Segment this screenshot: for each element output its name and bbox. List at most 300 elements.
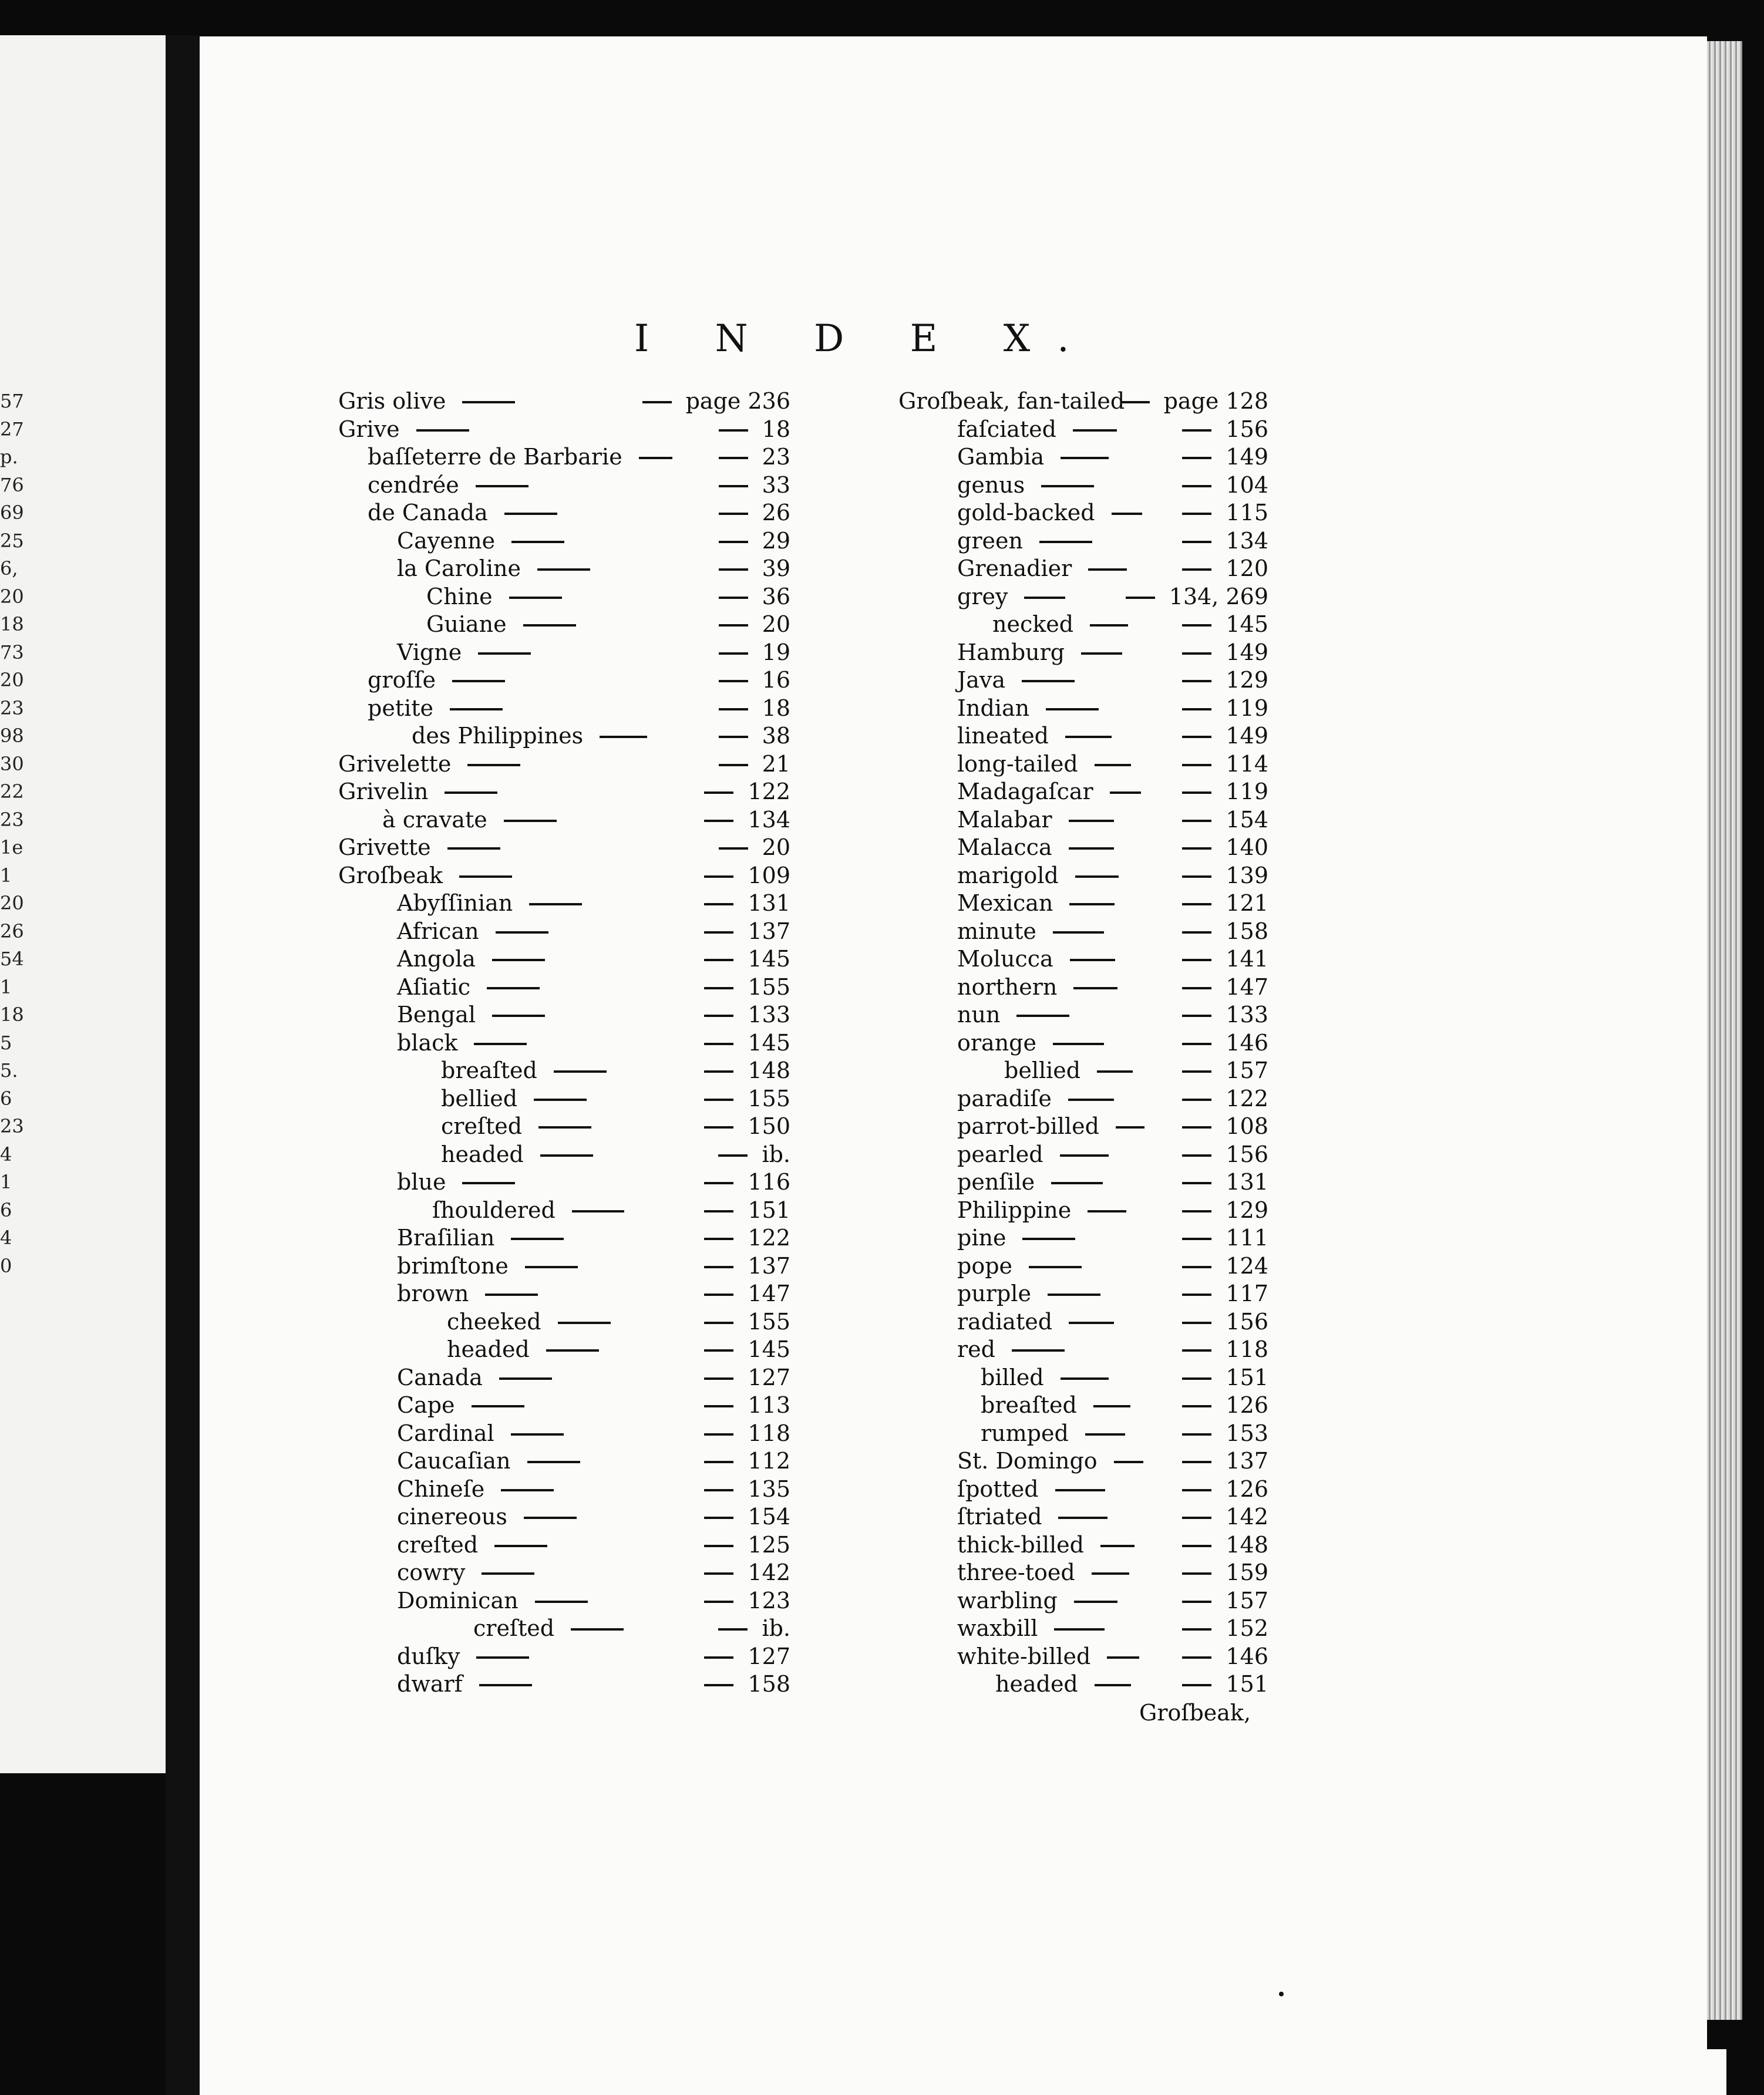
leader-dash xyxy=(1085,1433,1125,1436)
entry-label: ſpotted xyxy=(957,1476,1039,1502)
entry-label: St. Domingo xyxy=(957,1448,1098,1474)
index-entry xyxy=(898,1587,1268,1615)
leader-dash xyxy=(1029,1266,1082,1268)
index-entry xyxy=(898,1001,1268,1029)
entry-page: 142 xyxy=(748,1560,790,1585)
leader-dash xyxy=(1182,903,1211,905)
margin-fragment: p. xyxy=(0,446,18,468)
catchword: Groſbeak, xyxy=(1139,1700,1251,1726)
leader-dash xyxy=(704,1572,733,1575)
leader-dash xyxy=(487,987,540,989)
index-entry xyxy=(898,639,1268,667)
index-entry xyxy=(898,1364,1268,1392)
entry-label: penſile xyxy=(957,1169,1035,1195)
leader-dash xyxy=(1182,931,1211,934)
entry-page: 127 xyxy=(748,1364,790,1390)
margin-fragment: 6 xyxy=(0,1087,12,1110)
leader-dash xyxy=(1182,708,1211,710)
entry-label: breaſted xyxy=(441,1057,537,1083)
entry-page: page 128 xyxy=(1163,388,1268,414)
leader-dash xyxy=(1068,1099,1114,1101)
entry-page: 113 xyxy=(748,1392,790,1418)
entry-label: baſſeterre de Barbarie xyxy=(368,444,622,470)
entry-label: Indian xyxy=(957,695,1030,721)
leader-dash xyxy=(1112,513,1142,515)
leader-dash xyxy=(1039,541,1092,543)
leader-dash xyxy=(1182,1099,1211,1101)
page-bottom xyxy=(200,2049,1726,2095)
index-entry xyxy=(898,1029,1268,1057)
entry-page: 123 xyxy=(748,1587,790,1614)
entry-page: 154 xyxy=(1226,806,1268,833)
entry-label: Grivelette xyxy=(338,750,452,777)
leader-dash xyxy=(1182,847,1211,850)
leader-dash xyxy=(1182,1154,1211,1157)
entry-page: 158 xyxy=(748,1671,790,1697)
index-entry xyxy=(898,695,1268,723)
index-entry xyxy=(338,778,790,806)
leader-dash xyxy=(1182,875,1211,878)
leader-dash xyxy=(1114,1461,1143,1463)
leader-dash xyxy=(704,1433,733,1436)
entry-label: duſky xyxy=(397,1643,460,1669)
entry-label: bellied xyxy=(441,1085,518,1112)
index-entry xyxy=(898,1113,1268,1141)
entry-page: 23 xyxy=(762,444,790,470)
entry-page: 145 xyxy=(748,1336,790,1362)
leader-dash xyxy=(1054,1628,1105,1631)
entry-label: Cardinal xyxy=(397,1420,494,1446)
entry-page: 149 xyxy=(1226,723,1268,749)
leader-dash xyxy=(1182,1182,1211,1184)
leader-dash xyxy=(1182,680,1211,682)
index-entry xyxy=(338,583,790,611)
margin-fragment: 5. xyxy=(0,1059,18,1082)
entry-label: marigold xyxy=(957,862,1059,888)
entry-label: Grenadier xyxy=(957,555,1072,581)
index-entry xyxy=(898,945,1268,974)
leader-dash xyxy=(1182,652,1211,655)
leader-dash xyxy=(719,429,748,432)
index-entry xyxy=(338,1364,790,1392)
entry-page: 18 xyxy=(762,416,790,442)
leader-dash xyxy=(482,1572,534,1575)
leader-dash xyxy=(1182,1043,1211,1045)
entry-label: headed xyxy=(441,1141,524,1167)
leader-dash xyxy=(1182,736,1211,738)
leader-dash xyxy=(704,903,733,905)
index-entry xyxy=(338,1280,790,1308)
margin-fragment: 6, xyxy=(0,557,18,580)
entry-label: Cape xyxy=(397,1392,455,1418)
index-entry xyxy=(898,1308,1268,1336)
entry-page: 129 xyxy=(1226,1197,1268,1223)
entry-page: 21 xyxy=(762,750,790,777)
leader-dash xyxy=(450,708,503,710)
entry-page: 155 xyxy=(748,974,790,1000)
index-entry xyxy=(338,639,790,667)
entry-label: green xyxy=(957,527,1023,554)
leader-dash xyxy=(1110,791,1141,794)
leader-dash xyxy=(704,959,733,961)
leader-dash xyxy=(1075,875,1119,878)
entry-page: 118 xyxy=(748,1420,790,1446)
leader-dash xyxy=(1081,652,1122,655)
index-entry xyxy=(898,1197,1268,1225)
entry-label: radiated xyxy=(957,1308,1053,1335)
entry-label: de Canada xyxy=(368,500,488,526)
leader-dash xyxy=(704,1266,733,1268)
entry-label: dwarf xyxy=(397,1671,463,1697)
leader-dash xyxy=(704,1545,733,1547)
leader-dash xyxy=(1182,1684,1211,1686)
leader-dash xyxy=(704,1684,733,1686)
index-entry xyxy=(338,1447,790,1476)
leader-dash xyxy=(719,680,748,682)
entry-page: 118 xyxy=(1226,1336,1268,1362)
leader-dash xyxy=(1182,1601,1211,1603)
margin-fragment: 20 xyxy=(0,585,24,608)
leader-dash xyxy=(704,1210,733,1212)
leader-dash xyxy=(1069,820,1114,822)
entry-label: Grivette xyxy=(338,834,431,860)
index-entry xyxy=(898,1503,1268,1531)
entry-page: 137 xyxy=(748,918,790,944)
index-entry xyxy=(338,666,790,695)
leader-dash xyxy=(1182,541,1211,543)
margin-fragment: 98 xyxy=(0,725,24,747)
index-entry xyxy=(338,1643,790,1671)
leader-dash xyxy=(1069,903,1115,905)
leader-dash xyxy=(540,1154,593,1157)
entry-page: 140 xyxy=(1226,834,1268,860)
entry-label: blue xyxy=(397,1169,446,1195)
index-entry xyxy=(898,583,1268,611)
entry-page: 137 xyxy=(748,1252,790,1279)
entry-label: creſted xyxy=(473,1615,555,1641)
entry-label: la Caroline xyxy=(397,555,521,581)
left-page-edge xyxy=(0,35,166,1773)
leader-dash xyxy=(447,847,500,850)
leader-dash xyxy=(1182,429,1211,432)
margin-fragment: 1 xyxy=(0,1171,12,1193)
index-entry xyxy=(338,806,790,834)
leader-dash xyxy=(1182,1015,1211,1017)
leader-dash xyxy=(529,903,582,905)
leader-dash xyxy=(719,485,748,487)
index-entry xyxy=(338,443,790,471)
leader-dash xyxy=(704,1377,733,1380)
entry-page: 129 xyxy=(1226,667,1268,693)
entry-page: 125 xyxy=(748,1531,790,1558)
entry-page: 20 xyxy=(762,834,790,860)
leader-dash xyxy=(1182,568,1211,571)
leader-dash xyxy=(1092,1572,1129,1575)
index-entry xyxy=(338,1587,790,1615)
leader-dash xyxy=(474,1043,527,1045)
leader-dash xyxy=(1182,1545,1211,1547)
leader-dash xyxy=(496,931,548,934)
entry-page: 145 xyxy=(748,1029,790,1056)
leader-dash xyxy=(462,1182,515,1184)
entry-label: Malacca xyxy=(957,834,1052,860)
leader-dash xyxy=(704,1322,733,1324)
index-entry xyxy=(338,388,790,416)
entry-label: Canada xyxy=(397,1364,483,1390)
entry-label: pope xyxy=(957,1252,1013,1279)
leader-dash xyxy=(1182,1656,1211,1659)
entry-page: 115 xyxy=(1226,500,1268,526)
entry-page: 29 xyxy=(762,527,790,554)
leader-dash xyxy=(1182,457,1211,459)
leader-dash xyxy=(704,1043,733,1045)
leader-dash xyxy=(704,1182,733,1184)
entry-label: African xyxy=(397,918,479,944)
index-column-left xyxy=(338,388,790,1699)
leader-dash xyxy=(1182,1433,1211,1436)
entry-label: Madagaſcar xyxy=(957,779,1093,804)
entry-page: 19 xyxy=(762,639,790,665)
entry-page: 158 xyxy=(1226,918,1268,944)
leader-dash xyxy=(554,1070,607,1073)
entry-label: Groſbeak xyxy=(338,862,443,888)
entry-page: 155 xyxy=(748,1308,790,1335)
entry-label: orange xyxy=(957,1029,1036,1056)
entry-page: 135 xyxy=(748,1476,790,1502)
index-entry xyxy=(338,945,790,974)
index-entry xyxy=(338,1308,790,1336)
leader-dash xyxy=(1073,429,1117,432)
leader-dash xyxy=(472,1405,524,1407)
index-entry xyxy=(338,918,790,946)
entry-label: lineated xyxy=(957,723,1049,749)
entry-page: 156 xyxy=(1226,1308,1268,1335)
entry-label: Gris olive xyxy=(338,388,446,414)
leader-dash xyxy=(1058,1517,1107,1519)
index-entry xyxy=(338,750,790,779)
leader-dash xyxy=(1060,1154,1109,1157)
entry-page: 109 xyxy=(748,862,790,888)
leader-dash xyxy=(1069,1322,1114,1324)
leader-dash xyxy=(1182,1070,1211,1073)
entry-label: Java xyxy=(957,667,1006,693)
leader-dash xyxy=(1022,680,1075,682)
index-entry xyxy=(898,416,1268,444)
entry-page: 131 xyxy=(1226,1169,1268,1195)
entry-label: minute xyxy=(957,918,1036,944)
leader-dash xyxy=(1095,764,1131,766)
leader-dash xyxy=(1120,401,1150,403)
leader-dash xyxy=(476,485,528,487)
margin-fragment: 5 xyxy=(0,1031,12,1054)
entry-page: 126 xyxy=(1226,1392,1268,1418)
index-entry xyxy=(338,1615,790,1643)
leader-dash xyxy=(1182,987,1211,989)
entry-label: parrot-billed xyxy=(957,1113,1099,1139)
leader-dash xyxy=(1088,568,1127,571)
index-entry xyxy=(338,862,790,890)
index-entry xyxy=(898,1280,1268,1308)
index-entry xyxy=(338,1197,790,1225)
leader-dash xyxy=(1182,1349,1211,1352)
index-entry xyxy=(338,1029,790,1057)
leader-dash xyxy=(719,513,748,515)
entry-page: 126 xyxy=(1226,1476,1268,1502)
margin-fragment: 23 xyxy=(0,1115,24,1137)
leader-dash xyxy=(704,1126,733,1129)
entry-label: black xyxy=(397,1029,458,1056)
leader-dash xyxy=(1182,1572,1211,1575)
entry-page: 134 xyxy=(748,806,790,833)
leader-dash xyxy=(1048,1294,1100,1296)
entry-page: ib. xyxy=(762,1141,790,1167)
entry-page: 153 xyxy=(1226,1420,1268,1446)
entry-label: Vigne xyxy=(397,639,462,665)
leader-dash xyxy=(719,847,748,850)
leader-dash xyxy=(452,680,505,682)
page-title: I N D E X. xyxy=(634,317,1096,361)
margin-fragment: 0 xyxy=(0,1254,12,1277)
leader-dash xyxy=(1095,1684,1131,1686)
leader-dash xyxy=(704,931,733,934)
leader-dash xyxy=(416,429,469,432)
leader-dash xyxy=(462,401,515,403)
index-entry xyxy=(898,388,1268,416)
margin-fragment: 26 xyxy=(0,919,24,942)
index-entry xyxy=(898,1168,1268,1197)
index-entry xyxy=(898,666,1268,695)
leader-dash xyxy=(524,1517,577,1519)
leader-dash xyxy=(1107,1656,1139,1659)
index-entry xyxy=(898,1447,1268,1476)
entry-label: creſted xyxy=(441,1113,523,1139)
entry-page: 148 xyxy=(748,1057,790,1083)
entry-page: 157 xyxy=(1226,1057,1268,1083)
entry-page: 38 xyxy=(762,723,790,749)
leader-dash xyxy=(639,457,672,459)
entry-label: three-toed xyxy=(957,1560,1075,1585)
leader-dash xyxy=(525,1266,578,1268)
leader-dash xyxy=(719,764,748,766)
entry-label: nun xyxy=(957,1002,1001,1028)
leader-dash xyxy=(1182,1266,1211,1268)
margin-fragment: 23 xyxy=(0,696,24,719)
index-entry xyxy=(338,1085,790,1113)
entry-label: cinereous xyxy=(397,1504,507,1530)
leader-dash xyxy=(1093,1405,1130,1407)
entry-page: 120 xyxy=(1226,555,1268,581)
leader-dash xyxy=(1053,931,1104,934)
leader-dash xyxy=(642,401,672,403)
leader-dash xyxy=(1074,1601,1117,1603)
leader-dash xyxy=(1090,624,1128,627)
leader-dash xyxy=(1061,1377,1109,1380)
entry-label: Mexican xyxy=(957,890,1053,916)
index-entry xyxy=(338,1531,790,1560)
index-entry xyxy=(338,974,790,1002)
leader-dash xyxy=(1182,1322,1211,1324)
index-entry xyxy=(898,1252,1268,1281)
margin-fragment: 54 xyxy=(0,948,24,970)
leader-dash xyxy=(704,1517,733,1519)
leader-dash xyxy=(476,1656,529,1659)
leader-dash xyxy=(719,708,748,710)
leader-dash xyxy=(504,513,557,515)
entry-label: Malabar xyxy=(957,806,1052,833)
index-entry xyxy=(898,1336,1268,1364)
entry-label: ſhouldered xyxy=(432,1197,556,1223)
leader-dash xyxy=(537,568,590,571)
entry-label: grey xyxy=(957,583,1008,609)
entry-page: 146 xyxy=(1226,1029,1268,1056)
margin-fragment: 27 xyxy=(0,417,24,440)
entry-page: 149 xyxy=(1226,444,1268,470)
leader-dash xyxy=(1182,1238,1211,1240)
index-entry xyxy=(898,527,1268,555)
leader-dash xyxy=(1182,1489,1211,1491)
leader-dash xyxy=(538,1126,591,1129)
index-entry xyxy=(898,1476,1268,1504)
margin-fragment: 18 xyxy=(0,613,24,635)
entry-page: 122 xyxy=(748,1225,790,1251)
leader-dash xyxy=(499,1377,552,1380)
index-entry xyxy=(338,722,790,750)
leader-dash xyxy=(704,820,733,822)
index-entry xyxy=(898,1615,1268,1643)
entry-label: genus xyxy=(957,471,1025,498)
entry-label: faſciated xyxy=(957,416,1056,442)
margin-fragment: 1 xyxy=(0,975,12,998)
index-entry xyxy=(898,1224,1268,1252)
index-entry xyxy=(898,611,1268,639)
margin-fragment: 22 xyxy=(0,780,24,803)
index-entry xyxy=(338,1336,790,1364)
leader-dash xyxy=(558,1322,611,1324)
leader-dash xyxy=(719,457,748,459)
index-entry xyxy=(338,555,790,583)
leader-dash xyxy=(718,1628,748,1631)
leader-dash xyxy=(1097,1070,1133,1073)
index-entry xyxy=(338,1168,790,1197)
entry-label: billed xyxy=(981,1364,1044,1390)
entry-label: Cayenne xyxy=(397,527,496,554)
margin-fragment: 6 xyxy=(0,1198,12,1221)
index-entry xyxy=(898,1085,1268,1113)
leader-dash xyxy=(1182,1377,1211,1380)
leader-dash xyxy=(445,791,497,794)
entry-page: 122 xyxy=(748,779,790,804)
leader-dash xyxy=(467,764,520,766)
leader-dash xyxy=(572,1210,624,1212)
leader-dash xyxy=(1182,1294,1211,1296)
leader-dash xyxy=(1182,791,1211,794)
entry-page: 151 xyxy=(748,1197,790,1223)
entry-page: 39 xyxy=(762,555,790,581)
entry-page: 145 xyxy=(748,946,790,972)
index-entry xyxy=(338,1476,790,1504)
index-entry xyxy=(338,1392,790,1420)
leader-dash xyxy=(1069,847,1114,850)
entry-label: cowry xyxy=(397,1560,466,1585)
leader-dash xyxy=(501,1489,554,1491)
index-entry xyxy=(338,1141,790,1169)
index-entry xyxy=(898,1670,1268,1699)
index-entry xyxy=(338,1503,790,1531)
entry-page: 127 xyxy=(748,1643,790,1669)
entry-label: breaſted xyxy=(981,1392,1077,1418)
entry-page: 151 xyxy=(1226,1671,1268,1697)
leader-dash xyxy=(1070,959,1115,961)
